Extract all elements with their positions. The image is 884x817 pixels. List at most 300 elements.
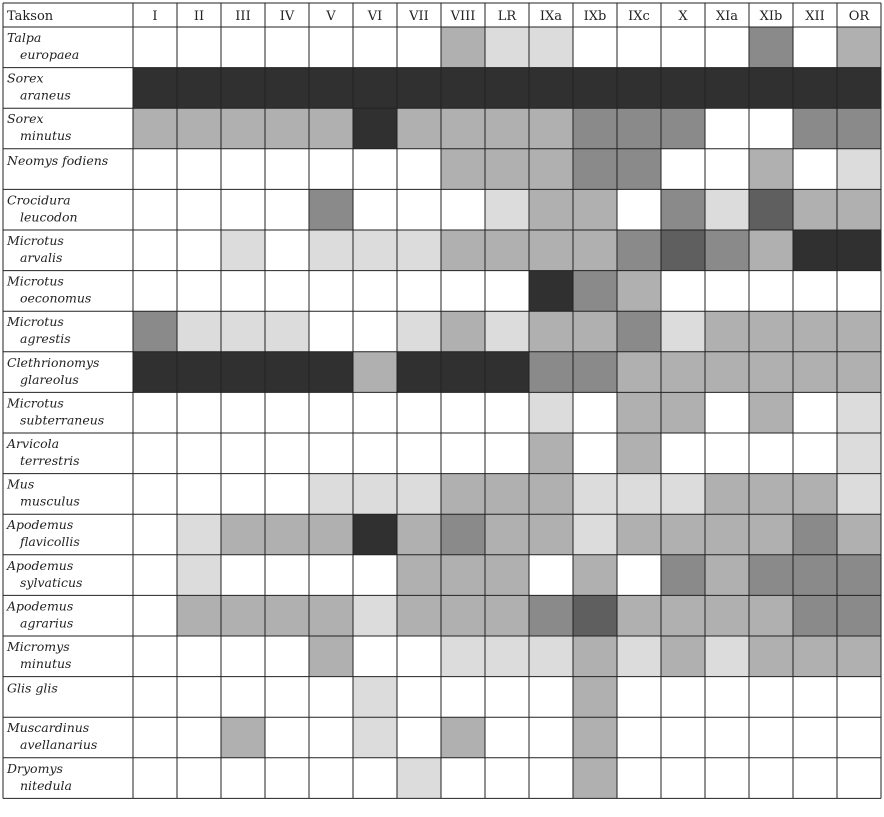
cell-0-7 (441, 27, 485, 68)
cell-7-0 (133, 311, 177, 352)
cell-13-11 (617, 555, 661, 596)
cell-1-9 (529, 68, 573, 109)
cell-1-13 (705, 68, 749, 109)
cell-16-7 (441, 677, 485, 718)
cell-14-13 (705, 595, 749, 636)
cell-16-13 (705, 677, 749, 718)
cell-15-12 (661, 636, 705, 677)
cell-16-16 (837, 677, 881, 718)
cell-9-7 (441, 392, 485, 433)
row-label: glareolus (20, 371, 79, 387)
cell-18-16 (837, 758, 881, 799)
cell-12-14 (749, 514, 793, 555)
cell-6-1 (177, 271, 221, 312)
cell-1-12 (661, 68, 705, 109)
cell-9-3 (265, 392, 309, 433)
cell-11-6 (397, 474, 441, 515)
cell-10-6 (397, 433, 441, 474)
cell-10-9 (529, 433, 573, 474)
cell-5-2 (221, 230, 265, 271)
cell-18-13 (705, 758, 749, 799)
cell-3-13 (705, 149, 749, 190)
cell-13-9 (529, 555, 573, 596)
row-label: Muscardinus (7, 720, 90, 736)
row-label: Apodemus (7, 557, 74, 573)
cell-6-0 (133, 271, 177, 312)
cell-16-3 (265, 677, 309, 718)
cell-2-16 (837, 108, 881, 149)
cell-4-14 (749, 189, 793, 230)
cell-6-9 (529, 271, 573, 312)
cell-4-9 (529, 189, 573, 230)
cell-7-12 (661, 311, 705, 352)
cell-17-16 (837, 717, 881, 758)
cell-1-8 (485, 68, 529, 109)
cell-15-7 (441, 636, 485, 677)
cell-17-12 (661, 717, 705, 758)
cell-9-16 (837, 392, 881, 433)
cell-17-0 (133, 717, 177, 758)
row-label: Sorex (7, 111, 44, 127)
cell-6-6 (397, 271, 441, 312)
cell-16-8 (485, 677, 529, 718)
cell-5-0 (133, 230, 177, 271)
row-label: Apodemus (7, 517, 74, 533)
cell-14-9 (529, 595, 573, 636)
cell-5-11 (617, 230, 661, 271)
row-label: Neomys fodiens (7, 152, 109, 168)
cell-3-5 (353, 149, 397, 190)
cell-9-11 (617, 392, 661, 433)
cell-12-9 (529, 514, 573, 555)
corner-label: Takson (7, 9, 54, 24)
cell-12-2 (221, 514, 265, 555)
cell-2-9 (529, 108, 573, 149)
cell-2-11 (617, 108, 661, 149)
cell-6-8 (485, 271, 529, 312)
row-label: minutus (20, 656, 72, 671)
cell-17-9 (529, 717, 573, 758)
cell-14-11 (617, 595, 661, 636)
cell-0-2 (221, 27, 265, 68)
cell-4-12 (661, 189, 705, 230)
cell-14-8 (485, 595, 529, 636)
cell-4-6 (397, 189, 441, 230)
row-label: agrestis (20, 331, 71, 347)
row-label: Microtus (7, 314, 64, 330)
cell-17-7 (441, 717, 485, 758)
cell-5-6 (397, 230, 441, 271)
cell-16-4 (309, 677, 353, 718)
row-label: subterraneus (20, 412, 105, 428)
cell-1-1 (177, 68, 221, 109)
cell-2-1 (177, 108, 221, 149)
cell-7-11 (617, 311, 661, 352)
cell-18-10 (573, 758, 617, 799)
cell-15-8 (485, 636, 529, 677)
cell-13-15 (793, 555, 837, 596)
cell-15-6 (397, 636, 441, 677)
cell-4-1 (177, 189, 221, 230)
cell-2-8 (485, 108, 529, 149)
cell-18-14 (749, 758, 793, 799)
row-label: Dryomys (7, 760, 63, 776)
cell-6-5 (353, 271, 397, 312)
cell-15-5 (353, 636, 397, 677)
column-header: IXb (583, 9, 607, 24)
cell-5-7 (441, 230, 485, 271)
cell-17-2 (221, 717, 265, 758)
cell-11-13 (705, 474, 749, 515)
cell-18-15 (793, 758, 837, 799)
cell-0-6 (397, 27, 441, 68)
cell-12-3 (265, 514, 309, 555)
cell-16-14 (749, 677, 793, 718)
cell-1-10 (573, 68, 617, 109)
cell-18-1 (177, 758, 221, 799)
cell-16-0 (133, 677, 177, 718)
cell-15-4 (309, 636, 353, 677)
cell-0-3 (265, 27, 309, 68)
cell-7-15 (793, 311, 837, 352)
cell-1-0 (133, 68, 177, 109)
cell-0-14 (749, 27, 793, 68)
cell-3-14 (749, 149, 793, 190)
cell-8-7 (441, 352, 485, 393)
cell-8-9 (529, 352, 573, 393)
cell-18-3 (265, 758, 309, 799)
cell-11-14 (749, 474, 793, 515)
row-label: europaea (20, 47, 80, 62)
cell-5-4 (309, 230, 353, 271)
cell-11-15 (793, 474, 837, 515)
row-label: Mus (7, 476, 35, 492)
cell-3-10 (573, 149, 617, 190)
cell-12-7 (441, 514, 485, 555)
cell-7-7 (441, 311, 485, 352)
cell-2-4 (309, 108, 353, 149)
cell-3-0 (133, 149, 177, 190)
cell-11-1 (177, 474, 221, 515)
cell-10-2 (221, 433, 265, 474)
cell-8-8 (485, 352, 529, 393)
heatmap-cells (133, 27, 881, 798)
cell-1-6 (397, 68, 441, 109)
column-header: VI (367, 9, 383, 24)
cell-12-0 (133, 514, 177, 555)
cell-18-9 (529, 758, 573, 799)
cell-0-9 (529, 27, 573, 68)
cell-18-6 (397, 758, 441, 799)
cell-14-14 (749, 595, 793, 636)
column-header: II (193, 9, 205, 24)
cell-13-16 (837, 555, 881, 596)
cell-5-12 (661, 230, 705, 271)
row-label: oeconomus (20, 290, 92, 306)
cell-14-4 (309, 595, 353, 636)
cell-10-16 (837, 433, 881, 474)
cell-3-15 (793, 149, 837, 190)
cell-6-14 (749, 271, 793, 312)
cell-1-5 (353, 68, 397, 109)
cell-0-10 (573, 27, 617, 68)
cell-12-12 (661, 514, 705, 555)
cell-2-13 (705, 108, 749, 149)
cell-14-16 (837, 595, 881, 636)
cell-13-8 (485, 555, 529, 596)
cell-18-8 (485, 758, 529, 799)
column-header: XIb (759, 9, 783, 24)
cell-7-16 (837, 311, 881, 352)
cell-3-2 (221, 149, 265, 190)
cell-0-0 (133, 27, 177, 68)
cell-9-1 (177, 392, 221, 433)
cell-0-5 (353, 27, 397, 68)
cell-11-12 (661, 474, 705, 515)
row-label: sylvaticus (20, 574, 83, 590)
cell-1-15 (793, 68, 837, 109)
cell-8-16 (837, 352, 881, 393)
row-label: Talpa (7, 30, 42, 45)
cell-1-7 (441, 68, 485, 109)
cell-13-10 (573, 555, 617, 596)
cell-10-5 (353, 433, 397, 474)
row-label: minutus (20, 128, 72, 144)
cell-13-3 (265, 555, 309, 596)
cell-3-7 (441, 149, 485, 190)
cell-18-4 (309, 758, 353, 799)
cell-10-14 (749, 433, 793, 474)
cell-15-10 (573, 636, 617, 677)
cell-16-12 (661, 677, 705, 718)
cell-0-12 (661, 27, 705, 68)
row-label: musculus (20, 493, 80, 509)
cell-4-2 (221, 189, 265, 230)
cell-8-2 (221, 352, 265, 393)
cell-3-16 (837, 149, 881, 190)
cell-17-11 (617, 717, 661, 758)
cell-11-3 (265, 474, 309, 515)
column-header: I (152, 9, 158, 24)
cell-7-9 (529, 311, 573, 352)
cell-13-7 (441, 555, 485, 596)
cell-18-7 (441, 758, 485, 799)
cell-12-15 (793, 514, 837, 555)
row-label: terrestris (20, 453, 80, 468)
cell-15-0 (133, 636, 177, 677)
column-header: XIa (715, 9, 739, 24)
cell-6-3 (265, 271, 309, 312)
cell-0-16 (837, 27, 881, 68)
cell-10-11 (617, 433, 661, 474)
cell-11-9 (529, 474, 573, 515)
row-label: Micromys (7, 639, 70, 654)
cell-3-11 (617, 149, 661, 190)
cell-15-9 (529, 636, 573, 677)
cell-11-10 (573, 474, 617, 515)
cell-0-13 (705, 27, 749, 68)
cell-6-12 (661, 271, 705, 312)
cell-2-2 (221, 108, 265, 149)
cell-2-14 (749, 108, 793, 149)
cell-5-16 (837, 230, 881, 271)
cell-9-10 (573, 392, 617, 433)
cell-1-11 (617, 68, 661, 109)
cell-8-0 (133, 352, 177, 393)
row-label: Glis glis (7, 680, 58, 696)
cell-16-9 (529, 677, 573, 718)
cell-5-3 (265, 230, 309, 271)
cell-13-1 (177, 555, 221, 596)
cell-10-12 (661, 433, 705, 474)
cell-16-15 (793, 677, 837, 718)
cell-0-15 (793, 27, 837, 68)
cell-1-14 (749, 68, 793, 109)
cell-8-12 (661, 352, 705, 393)
cell-18-2 (221, 758, 265, 799)
cell-2-3 (265, 108, 309, 149)
cell-4-8 (485, 189, 529, 230)
cell-1-3 (265, 68, 309, 109)
cell-8-11 (617, 352, 661, 393)
cell-13-6 (397, 555, 441, 596)
cell-5-15 (793, 230, 837, 271)
cell-3-3 (265, 149, 309, 190)
row-label: Apodemus (7, 598, 74, 614)
cell-17-13 (705, 717, 749, 758)
cell-5-5 (353, 230, 397, 271)
cell-4-15 (793, 189, 837, 230)
cell-6-13 (705, 271, 749, 312)
cell-8-5 (353, 352, 397, 393)
cell-0-1 (177, 27, 221, 68)
cell-18-11 (617, 758, 661, 799)
cell-0-4 (309, 27, 353, 68)
cell-4-5 (353, 189, 397, 230)
cell-12-10 (573, 514, 617, 555)
row-label: avellanarius (20, 737, 98, 753)
cell-13-5 (353, 555, 397, 596)
cell-15-1 (177, 636, 221, 677)
cell-11-16 (837, 474, 881, 515)
cell-11-11 (617, 474, 661, 515)
cell-17-14 (749, 717, 793, 758)
cell-12-8 (485, 514, 529, 555)
cell-18-0 (133, 758, 177, 799)
cell-4-0 (133, 189, 177, 230)
cell-9-5 (353, 392, 397, 433)
cell-12-6 (397, 514, 441, 555)
cell-14-0 (133, 595, 177, 636)
cell-10-13 (705, 433, 749, 474)
cell-0-11 (617, 27, 661, 68)
cell-6-2 (221, 271, 265, 312)
cell-16-5 (353, 677, 397, 718)
cell-12-4 (309, 514, 353, 555)
cell-11-2 (221, 474, 265, 515)
cell-9-13 (705, 392, 749, 433)
cell-8-15 (793, 352, 837, 393)
cell-3-9 (529, 149, 573, 190)
cell-14-1 (177, 595, 221, 636)
cell-15-11 (617, 636, 661, 677)
cell-9-6 (397, 392, 441, 433)
cell-3-4 (309, 149, 353, 190)
row-label: agrarius (20, 615, 74, 631)
cell-14-10 (573, 595, 617, 636)
cell-6-15 (793, 271, 837, 312)
column-header: XII (805, 9, 825, 24)
cell-15-15 (793, 636, 837, 677)
cell-4-11 (617, 189, 661, 230)
cell-10-4 (309, 433, 353, 474)
cell-13-4 (309, 555, 353, 596)
cell-3-1 (177, 149, 221, 190)
cell-17-5 (353, 717, 397, 758)
cell-7-8 (485, 311, 529, 352)
cell-7-1 (177, 311, 221, 352)
cell-4-7 (441, 189, 485, 230)
cell-10-0 (133, 433, 177, 474)
cell-3-6 (397, 149, 441, 190)
cell-4-13 (705, 189, 749, 230)
cell-4-4 (309, 189, 353, 230)
cell-8-13 (705, 352, 749, 393)
cell-2-10 (573, 108, 617, 149)
cell-14-6 (397, 595, 441, 636)
cell-16-6 (397, 677, 441, 718)
column-header: VII (409, 9, 429, 24)
cell-8-14 (749, 352, 793, 393)
cell-13-12 (661, 555, 705, 596)
row-label: Microtus (7, 395, 64, 411)
cell-7-3 (265, 311, 309, 352)
column-header: OR (848, 9, 870, 24)
row-label: Sorex (7, 70, 44, 86)
column-header: IXc (628, 9, 650, 24)
cell-11-0 (133, 474, 177, 515)
cell-12-1 (177, 514, 221, 555)
cell-15-14 (749, 636, 793, 677)
cell-18-12 (661, 758, 705, 799)
cell-17-6 (397, 717, 441, 758)
row-label: flavicollis (20, 534, 80, 550)
cell-13-13 (705, 555, 749, 596)
cell-15-13 (705, 636, 749, 677)
cell-12-13 (705, 514, 749, 555)
row-label: Clethrionomys (7, 354, 100, 370)
cell-8-6 (397, 352, 441, 393)
cell-9-8 (485, 392, 529, 433)
cell-4-10 (573, 189, 617, 230)
cell-12-11 (617, 514, 661, 555)
cell-16-1 (177, 677, 221, 718)
column-header: IXa (539, 9, 563, 24)
cell-8-10 (573, 352, 617, 393)
cell-7-4 (309, 311, 353, 352)
cell-9-9 (529, 392, 573, 433)
cell-8-1 (177, 352, 221, 393)
cell-17-10 (573, 717, 617, 758)
cell-13-2 (221, 555, 265, 596)
column-header: III (235, 9, 251, 24)
cell-5-8 (485, 230, 529, 271)
row-label: Microtus (7, 273, 64, 289)
column-header: V (326, 9, 336, 24)
cell-11-8 (485, 474, 529, 515)
cell-6-11 (617, 271, 661, 312)
cell-17-4 (309, 717, 353, 758)
